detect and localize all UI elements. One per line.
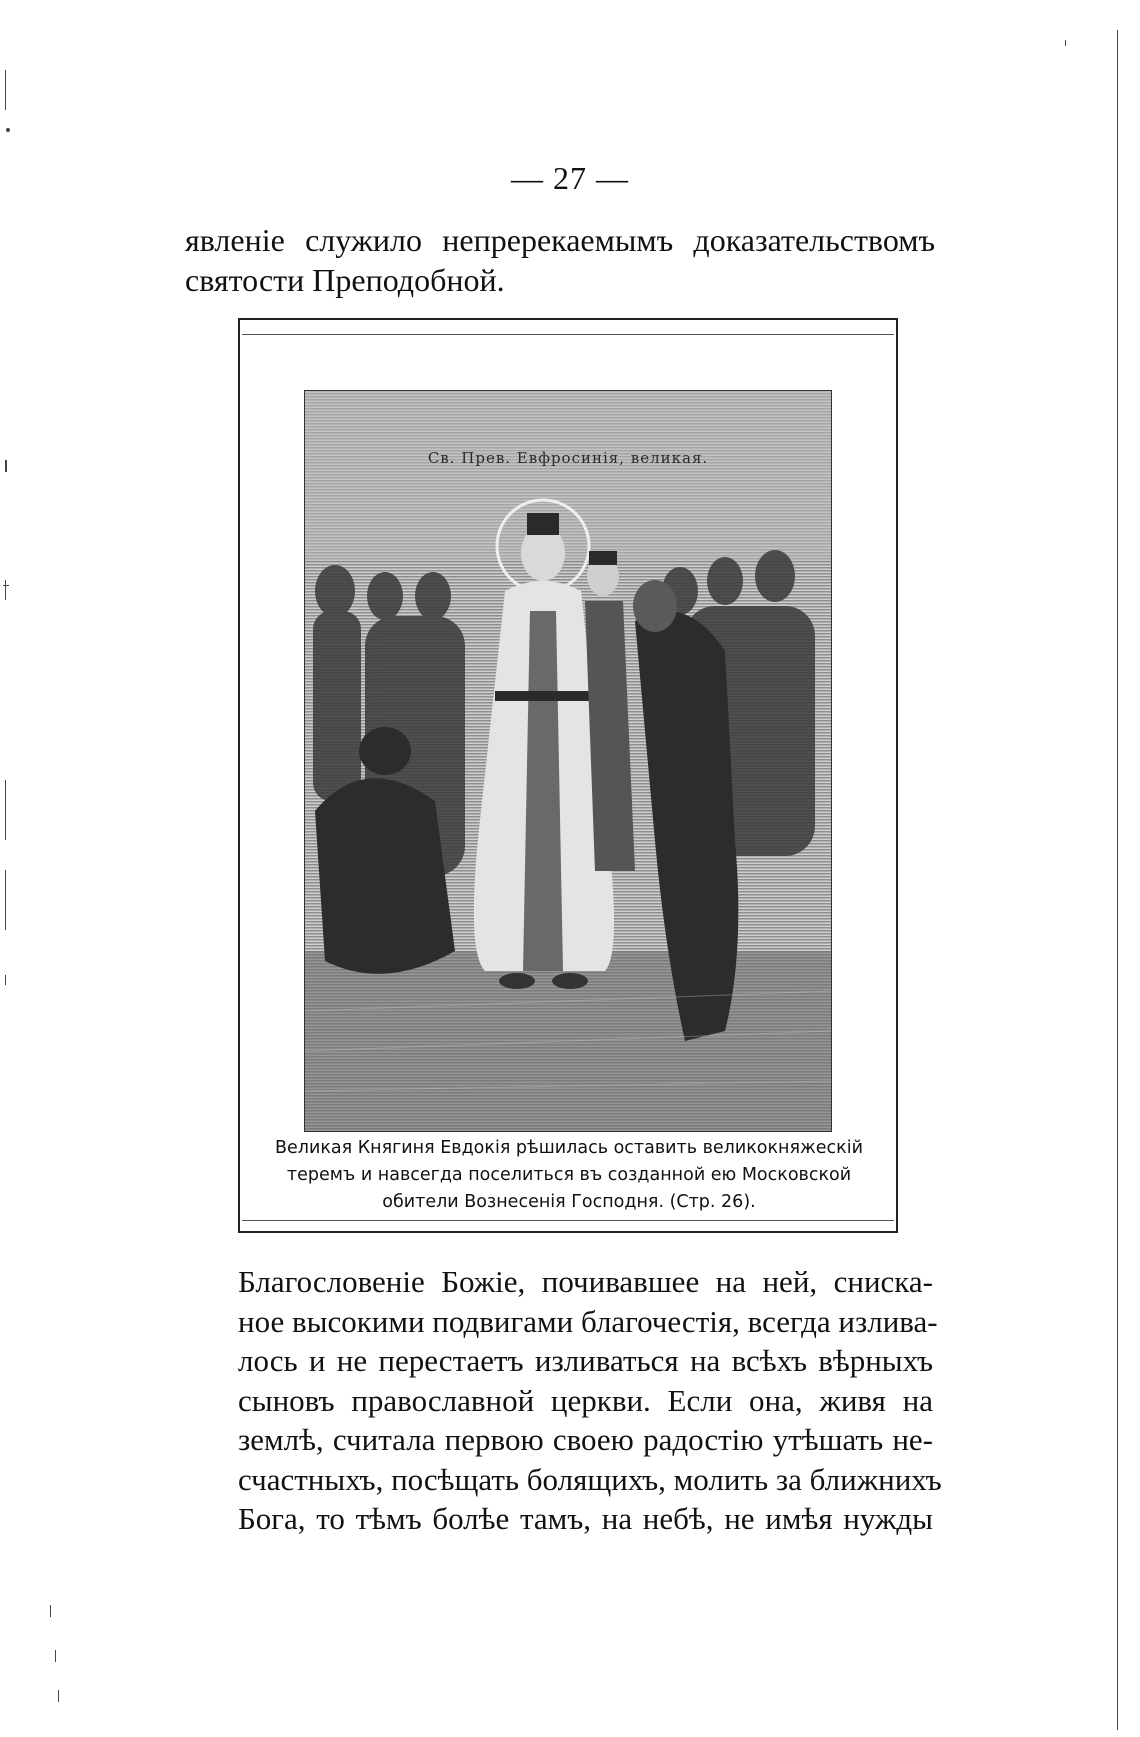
body-line: лось и не перестаетъ изливаться на всѣхъ вѣрныхъ bbox=[238, 1343, 933, 1378]
intro-line: явленіе служило непререкаемымъ доказательствомъ bbox=[185, 222, 935, 258]
body-line: счастныхъ, посѣщать болящихъ, молить за ближнихъ bbox=[238, 1461, 942, 1497]
caption-line: Великая Княгиня Евдокія рѣшилась оставить великокняжескій bbox=[275, 1138, 863, 1158]
intro-line: святости Преподобной. bbox=[185, 262, 505, 298]
body-line: землѣ, считала первою своею радостію утѣшать не- bbox=[238, 1422, 933, 1457]
body-line: Бога, то тѣмъ болѣе тамъ, на небѣ, не имѣя нужды bbox=[238, 1501, 933, 1536]
body-line: сыновъ православной церкви. Если она, живя на bbox=[238, 1382, 933, 1418]
caption-line: теремъ и навсегда поселиться въ созданной ею Московской bbox=[286, 1165, 852, 1185]
page-number: — 27 — bbox=[511, 160, 629, 196]
caption-line: обители Вознесенія Господня. (Стр. 26). bbox=[382, 1192, 756, 1212]
body-line: ное высокими подвигами благочестія, всегда излива- bbox=[238, 1303, 938, 1339]
body-line: Благословеніе Божіе, почивавшее на ней, сниска- bbox=[238, 1264, 933, 1299]
engraving-inscription: Св. Прев. Евфросинія, великая. bbox=[427, 449, 709, 467]
